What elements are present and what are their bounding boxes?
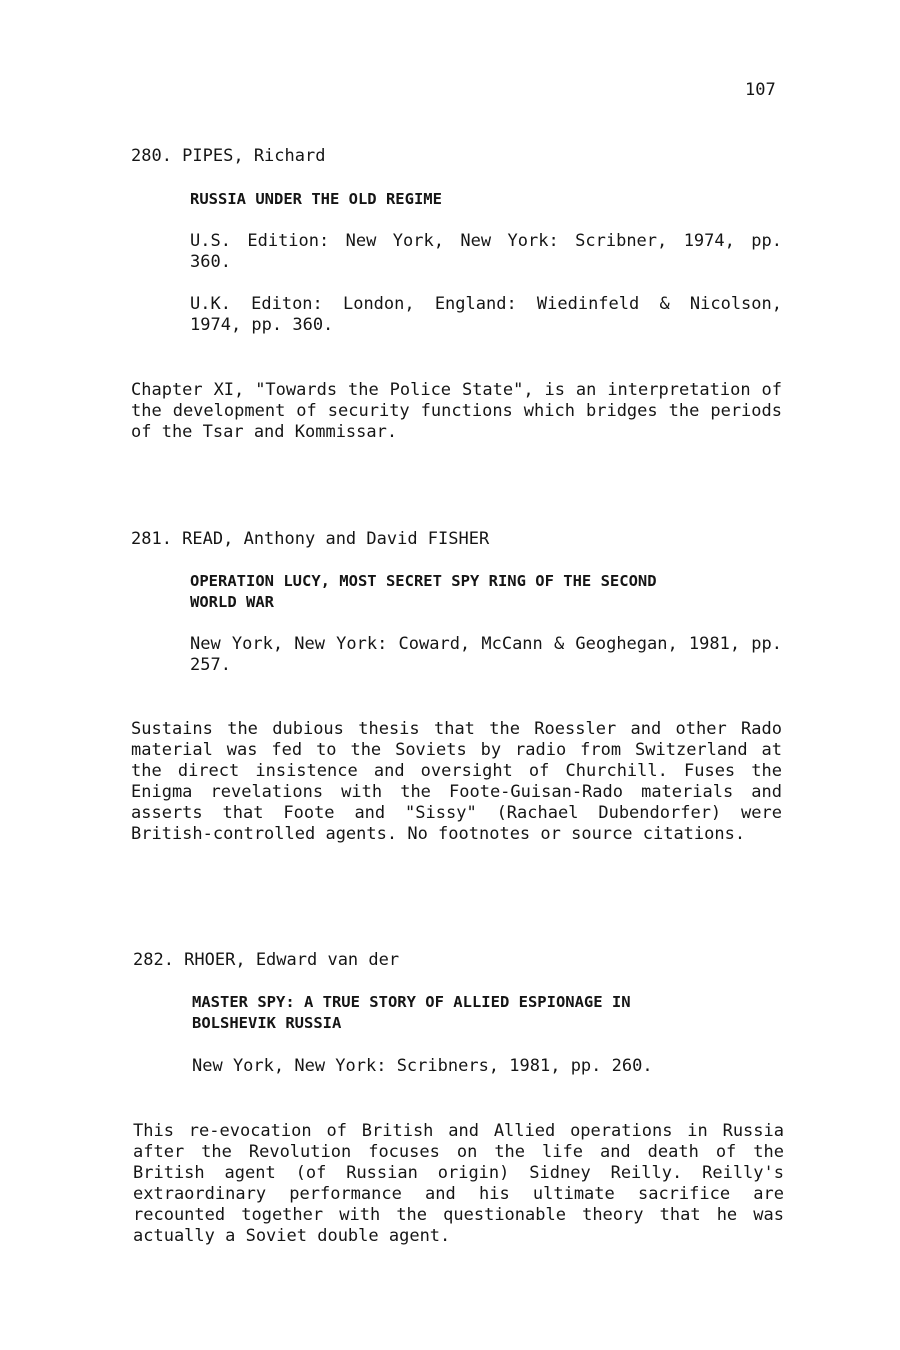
- entry-heading: 281. READ, Anthony and David FISHER: [131, 529, 490, 549]
- entry-title: MASTER SPY: A TRUE STORY OF ALLIED ESPIONAGE IN BOLSHEVIK RUSSIA: [192, 993, 631, 1032]
- page-number: 107: [745, 80, 776, 100]
- edition: New York, New York: Coward, McCann & Geoghegan, 1981, pp. 257.: [190, 634, 782, 675]
- entry-annotation: This re-evocation of British and Allied operations in Russia after the Revolution focuses on the life and death of the British agent (of Russian origin) Sidney Reilly. Reilly's extraordinary performance and his ultimate sacrifice are recounted together with the questionable theory that he was actually a Soviet double agent.: [133, 1121, 784, 1246]
- entry-heading: 282. RHOER, Edward van der: [133, 950, 400, 970]
- entry-title: OPERATION LUCY, MOST SECRET SPY RING OF THE SECOND WORLD WAR: [190, 572, 657, 611]
- entry-annotation: Sustains the dubious thesis that the Roessler and other Rado material was fed to the Soviets by radio from Switzerland at the direct insistence and oversight of Churchill. Fuses the Enigma revelations with the Foote-Guisan-Rado materials and asserts that Foote and "Sissy" (Rachael Dubendorfer) were British-controlled agents. No footnotes or source citations.: [131, 719, 782, 844]
- entry-annotation: Chapter XI, "Towards the Police State", is an interpretation of the development of security functions which bridges the periods of the Tsar and Kommissar.: [131, 380, 782, 442]
- edition: New York, New York: Scribners, 1981, pp. 260.: [192, 1056, 653, 1076]
- entry-title: RUSSIA UNDER THE OLD REGIME: [190, 190, 442, 208]
- edition-uk: U.K. Editon: London, England: Wiedinfeld & Nicolson, 1974, pp. 360.: [190, 294, 782, 335]
- edition-us: U.S. Edition: New York, New York: Scribner, 1974, pp. 360.: [190, 231, 782, 272]
- entry-heading: 280. PIPES, Richard: [131, 146, 326, 166]
